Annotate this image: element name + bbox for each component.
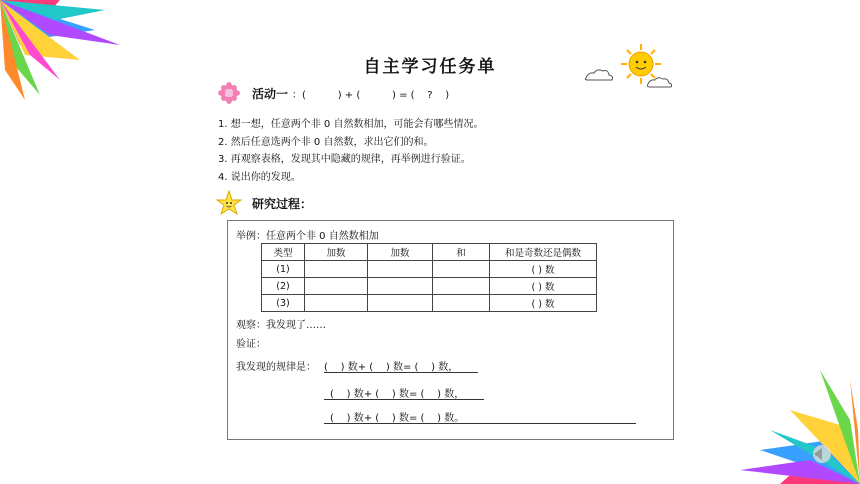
results-table [261, 243, 597, 312]
table-cell[interactable] [368, 278, 433, 295]
table-header: 类型 [262, 244, 305, 261]
activity-formula: ：( ) + ( ) = ( ? ) [292, 89, 450, 101]
step-item: 3. 再观察表格，发现其中隐藏的规律，再举例进行验证。 [218, 154, 471, 165]
table-header: 加数 [368, 244, 433, 261]
table-cell[interactable]: ( ) 数 [490, 295, 597, 312]
table-cell[interactable]: ( ) 数 [490, 278, 597, 295]
corner-burst-top-left [0, 0, 130, 100]
rule-line: ( ) 数+ ( ) 数= ( ) 数。 [330, 413, 465, 424]
step-item: 1. 想一想，任意两个非 0 自然数相加，可能会有哪些情况。 [218, 119, 484, 130]
step-item: 2. 然后任意选两个非 0 自然数，求出它们的和。 [218, 136, 434, 148]
table-header: 和 [433, 244, 490, 261]
observe-text: 观察：我发现了…… [236, 320, 326, 331]
table-cell[interactable] [433, 261, 490, 278]
rule-underline [324, 423, 636, 424]
rule-underline [324, 372, 478, 373]
table-header-row [262, 244, 597, 261]
table-cell[interactable]: ( ) 数 [490, 261, 597, 278]
table-cell[interactable] [368, 261, 433, 278]
activity-label: 活动一 [252, 86, 289, 101]
rule-underline [324, 399, 484, 400]
table-cell[interactable] [305, 278, 368, 295]
activity-header [218, 82, 449, 104]
table-row [262, 295, 597, 312]
table-cell: (2) [262, 278, 305, 295]
star-icon [216, 190, 242, 216]
flower-icon [218, 82, 240, 104]
table-cell: (3) [262, 295, 305, 312]
table-cell[interactable] [433, 295, 490, 312]
table-cell: (1) [262, 261, 305, 278]
table-cell[interactable] [368, 295, 433, 312]
example-text: 举例：任意两个非 0 自然数相加 [236, 231, 379, 242]
process-header [216, 190, 312, 216]
step-list [218, 116, 483, 186]
verify-text: 验证： [236, 339, 266, 350]
rule-line: ( ) 数+ ( ) 数= ( ) 数， [324, 362, 459, 373]
table-header: 加数 [305, 244, 368, 261]
process-colon: ： [300, 196, 313, 211]
table-header: 和是奇数还是偶数 [490, 244, 597, 261]
table-cell[interactable] [305, 295, 368, 312]
rule-line: ( ) 数+ ( ) 数= ( ) 数， [330, 389, 465, 400]
table-row [262, 261, 597, 278]
table-cell[interactable] [305, 261, 368, 278]
table-row [262, 278, 597, 295]
table-cell[interactable] [433, 278, 490, 295]
rule-label: 我发现的规律是： [236, 362, 316, 373]
page-title: 自主学习任务单 [363, 57, 497, 77]
corner-burst-bottom-right [740, 370, 860, 484]
step-item: 4. 说出你的发现。 [218, 171, 301, 183]
research-box [227, 220, 674, 440]
process-label: 研究过程 [252, 196, 301, 211]
